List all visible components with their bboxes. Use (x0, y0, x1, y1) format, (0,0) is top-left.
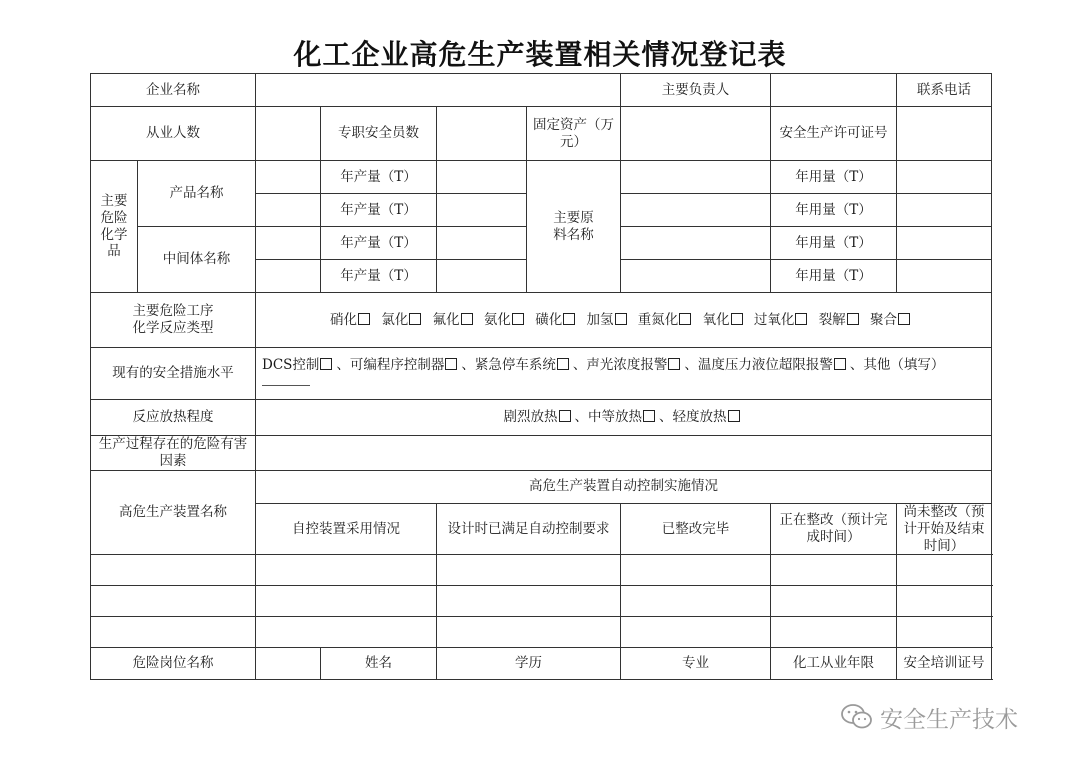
annual-usage-field-3[interactable] (897, 227, 992, 260)
chem-label-line4: 品 (107, 243, 121, 260)
safety-officers-field[interactable] (437, 107, 527, 161)
page-title: 化工企业高危生产装置相关情况登记表 (293, 38, 787, 71)
col-rectifying: 正在整改（预计完成时间） (771, 503, 897, 555)
watermark-text: 安全生产技术 (880, 706, 1018, 733)
device-cell[interactable] (897, 586, 992, 617)
process-label-line1: 主要危险工序 (132, 303, 214, 320)
device-cell[interactable] (621, 617, 771, 648)
safety-measures-label: 现有的安全措施水平 (91, 348, 256, 400)
device-name-cell[interactable] (91, 586, 256, 617)
opt-hydrogenation-label: 加氢 (586, 311, 614, 328)
opt-sulfonation-label: 磺化 (535, 311, 563, 328)
checkbox[interactable] (563, 313, 575, 325)
measure-plc-label: 可编程序控制器 (349, 356, 445, 373)
safety-measures-options (256, 348, 992, 400)
years-header: 化工从业年限 (771, 648, 897, 680)
auto-control-header: 高危生产装置自动控制实施情况 (256, 470, 992, 503)
wechat-icon (840, 703, 874, 731)
heat-mild-label: 轻度放热 (672, 409, 727, 426)
opt-cracking-label: 裂解 (818, 311, 846, 328)
chem-label-line2: 危险 (100, 209, 128, 226)
chem-label-line3: 化学 (100, 226, 128, 243)
device-name-label: 高危生产装置名称 (91, 470, 256, 555)
checkbox[interactable] (557, 358, 569, 370)
annual-output-field-1[interactable] (437, 161, 527, 194)
measure-gas-alarm-label: 声光浓度报警 (586, 356, 668, 373)
heat-medium-label: 中等放热 (588, 409, 642, 426)
heat-release-options (256, 400, 992, 436)
device-cell[interactable] (897, 617, 992, 648)
name-header: 姓名 (321, 648, 437, 680)
main-hazardous-chemicals-label (91, 161, 138, 293)
annual-output-field-3[interactable] (437, 227, 527, 260)
checkbox[interactable] (320, 358, 332, 370)
raw-material-field-3[interactable] (621, 227, 771, 260)
company-name-field[interactable] (256, 74, 621, 107)
heat-medium[interactable]: 中等放热 、 (588, 409, 673, 426)
education-header: 学历 (437, 648, 621, 680)
raw-material-field-1[interactable] (621, 161, 771, 194)
checkbox[interactable] (847, 313, 859, 325)
annual-usage-label-3: 年用量（T） (771, 227, 897, 260)
principal-field[interactable] (771, 74, 897, 107)
opt-peroxidation-label: 过氧化 (753, 311, 795, 328)
checkbox[interactable] (643, 410, 655, 422)
staff-count-field[interactable] (256, 107, 321, 161)
chem-label-line1: 主要 (100, 192, 128, 209)
checkbox[interactable] (679, 313, 691, 325)
checkbox[interactable] (615, 313, 627, 325)
opt-sulfonation[interactable] (535, 312, 579, 328)
hazard-factors-label: 生产过程存在的危险有害因素 (91, 436, 256, 471)
license-no-label: 安全生产许可证号 (771, 107, 897, 161)
checkbox[interactable] (512, 313, 524, 325)
opt-chlorination-label: 氯化 (381, 311, 409, 328)
device-cell[interactable] (621, 586, 771, 617)
intermediate-name-label: 中间体名称 (138, 227, 256, 293)
fixed-assets-label-line1: 固定资产（万 (533, 116, 614, 133)
dangerous-post-field[interactable] (256, 648, 321, 680)
annual-output-field-2[interactable] (437, 194, 527, 227)
checkbox[interactable] (559, 410, 571, 422)
opt-polymerization[interactable] (870, 312, 914, 328)
process-label-line2: 化学反应类型 (132, 320, 214, 336)
checkbox[interactable] (409, 313, 421, 325)
device-cell[interactable] (437, 617, 621, 648)
device-cell[interactable] (771, 586, 897, 617)
hazard-factors-field[interactable] (256, 436, 992, 471)
measure-overlimit-alarm-label: 温度压力液位超限报警 (697, 356, 833, 373)
raw-material-field-2[interactable] (621, 194, 771, 227)
intermediate-field-2[interactable] (256, 260, 321, 293)
annual-usage-field-1[interactable] (897, 161, 992, 194)
heat-mild[interactable] (673, 409, 744, 425)
annual-output-field-4[interactable] (437, 260, 527, 293)
annual-usage-field-4[interactable] (897, 260, 992, 293)
measure-plc[interactable]: 可编程序控制器 、 (349, 356, 475, 373)
training-cert-header: 安全培训证号 (897, 648, 992, 680)
device-cell[interactable] (437, 586, 621, 617)
opt-amination[interactable] (484, 312, 528, 328)
opt-diazotization-label: 重氮化 (637, 311, 679, 328)
intermediate-field-1[interactable] (256, 227, 321, 260)
checkbox[interactable] (728, 410, 740, 422)
annual-usage-label-1: 年用量（T） (771, 161, 897, 194)
opt-amination-label: 氨化 (483, 311, 511, 328)
device-cell[interactable] (256, 586, 437, 617)
fixed-assets-label-line2: 元） (560, 133, 587, 150)
raw-material-line2: 料名称 (553, 226, 594, 243)
opt-nitration[interactable] (330, 312, 374, 328)
measure-overlimit-alarm[interactable]: 温度压力液位超限报警 、 (697, 356, 864, 373)
device-name-cell[interactable] (91, 555, 256, 586)
col-design-compliant: 设计时已满足自动控制要求 (437, 503, 621, 555)
device-cell[interactable] (771, 617, 897, 648)
opt-diazotization[interactable] (638, 312, 696, 328)
device-cell[interactable] (437, 555, 621, 586)
raw-material-line1: 主要原 (553, 209, 594, 226)
fixed-assets-field[interactable] (621, 107, 771, 161)
checkbox[interactable] (358, 313, 370, 325)
license-no-field[interactable] (897, 107, 992, 161)
checkbox[interactable] (461, 313, 473, 325)
annual-usage-label-2: 年用量（T） (771, 194, 897, 227)
heat-severe[interactable]: 剧烈放热 、 (503, 409, 588, 426)
opt-nitration-label: 硝化 (330, 311, 358, 328)
registration-form-table (90, 73, 992, 680)
opt-peroxidation[interactable] (754, 312, 812, 328)
annual-output-label-4: 年产量（T） (321, 260, 437, 293)
dangerous-post-label: 危险岗位名称 (91, 648, 256, 680)
opt-fluorination-label: 氟化 (432, 311, 460, 328)
raw-material-field-4[interactable] (621, 260, 771, 293)
col-rectified: 已整改完毕 (621, 503, 771, 555)
checkbox[interactable] (668, 358, 680, 370)
annual-usage-field-2[interactable] (897, 194, 992, 227)
device-cell[interactable] (621, 555, 771, 586)
major-header: 专业 (621, 648, 771, 680)
device-cell[interactable] (897, 555, 992, 586)
measure-dcs-label: DCS控制 (262, 356, 320, 373)
checkbox[interactable] (795, 313, 807, 325)
checkbox[interactable] (731, 313, 743, 325)
staff-count-label: 从业人数 (91, 107, 256, 161)
process-type-options (256, 293, 992, 348)
checkbox[interactable] (445, 358, 457, 370)
device-cell[interactable] (771, 555, 897, 586)
safety-officers-label: 专职安全员数 (321, 107, 437, 161)
opt-fluorination[interactable] (433, 312, 477, 328)
measure-emergency-stop-label: 紧急停车系统 (474, 356, 556, 373)
annual-output-label-2: 年产量（T） (321, 194, 437, 227)
process-type-label (91, 293, 256, 348)
col-not-rectified: 尚未整改（预计开始及结束时间） (897, 503, 992, 555)
opt-hydrogenation[interactable] (587, 312, 631, 328)
device-name-cell[interactable] (91, 617, 256, 648)
col-auto-control-usage: 自控装置采用情况 (256, 503, 437, 555)
device-cell[interactable] (256, 555, 437, 586)
fixed-assets-label (527, 107, 621, 161)
annual-output-label-1: 年产量（T） (321, 161, 437, 194)
heat-release-label: 反应放热程度 (91, 400, 256, 436)
phone-label: 联系电话 (897, 74, 992, 107)
product-field-2[interactable] (256, 194, 321, 227)
product-name-label: 产品名称 (138, 161, 256, 227)
watermark (840, 697, 1018, 737)
product-field-1[interactable] (256, 161, 321, 194)
measure-other-fill-line[interactable] (262, 375, 310, 386)
measure-dcs[interactable]: DCS控制 、 (262, 356, 350, 373)
opt-cracking[interactable] (819, 312, 863, 328)
opt-chlorination[interactable] (381, 312, 425, 328)
opt-polymerization-label: 聚合 (869, 311, 897, 328)
principal-label: 主要负责人 (621, 74, 771, 107)
measure-other-label: 其他（填写） (863, 356, 945, 373)
raw-material-label (527, 161, 621, 293)
measure-gas-alarm[interactable]: 声光浓度报警 、 (586, 356, 698, 373)
checkbox[interactable] (834, 358, 846, 370)
company-name-label: 企业名称 (91, 74, 256, 107)
device-cell[interactable] (256, 617, 437, 648)
opt-oxidation-label: 氧化 (702, 311, 730, 328)
checkbox[interactable] (898, 313, 910, 325)
heat-severe-label: 剧烈放热 (503, 409, 558, 426)
annual-usage-label-4: 年用量（T） (771, 260, 897, 293)
measure-emergency-stop[interactable]: 紧急停车系统 、 (474, 356, 587, 373)
opt-oxidation[interactable] (703, 312, 747, 328)
annual-output-label-3: 年产量（T） (321, 227, 437, 260)
